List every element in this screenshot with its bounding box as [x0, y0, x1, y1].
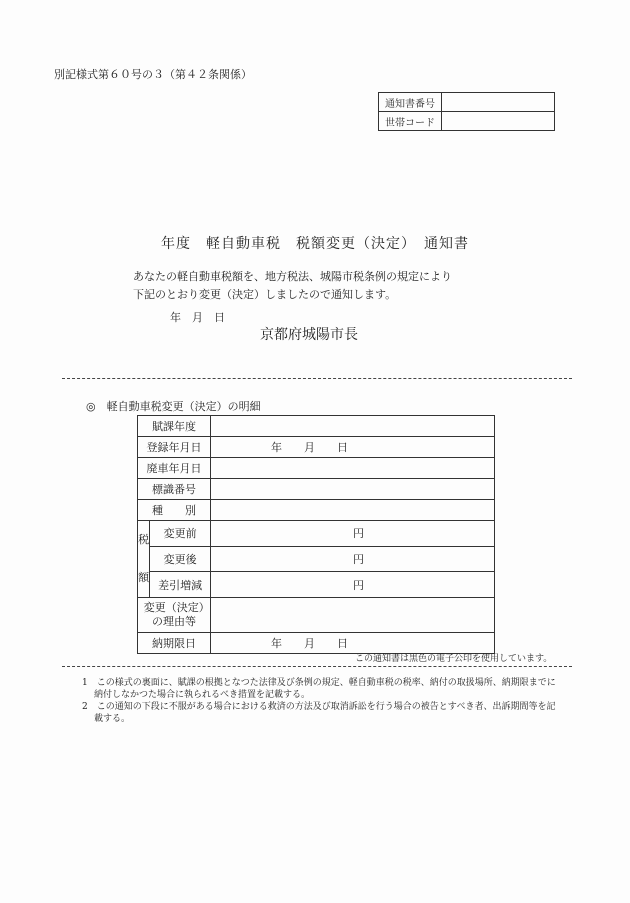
row-value: 年 月 日 [211, 633, 495, 654]
table-row [138, 546, 495, 572]
row-value: 円 [211, 572, 495, 598]
notice-number-label: 通知書番号 [379, 93, 442, 112]
footnote-1: 1 この様式の裏面に、賦課の根拠となつた法律及び条例の規定、軽自動車税の税率、納付の取扱場所、納期限までに納付しなかつた場合に執られるべき措置を記載する。 [82, 678, 556, 700]
row-value: 円 [211, 521, 495, 547]
footnotes [82, 677, 562, 725]
notice-number-value [442, 93, 555, 112]
table-row [138, 416, 495, 437]
issuer-name: 京都府城陽市長 [260, 327, 358, 343]
row-label: 差引増減 [150, 572, 211, 598]
row-label: 納期限日 [138, 633, 211, 654]
row-label: 変更前 [150, 521, 211, 547]
tax-side-bottom: 額 [138, 571, 150, 584]
intro-line-2: 下記のとおり変更（決定）しましたので通知します。 [133, 288, 397, 301]
table-row [138, 598, 495, 633]
table-row [138, 479, 495, 500]
row-label: 種 別 [138, 500, 211, 521]
row-label: 廃車年月日 [138, 458, 211, 479]
tax-amount-side-label [138, 521, 150, 598]
row-value [211, 458, 495, 479]
row-label: 変更（決定）の理由等 [138, 598, 211, 633]
row-value [211, 479, 495, 500]
household-code-value [442, 112, 555, 131]
document-title: 年度 軽自動車税 税額変更（決定） 通知書 [161, 236, 469, 252]
table-row [138, 572, 495, 598]
divider-bottom [62, 666, 572, 667]
tax-side-top: 税 [138, 533, 150, 546]
reference-table [378, 92, 555, 131]
footnote-2: 2 この通知の下段に不服がある場合における救済の方法及び取消訴訟を行う場合の被告とすべき者、出訴期間等を記載する。 [82, 702, 556, 724]
row-label: 標識番号 [138, 479, 211, 500]
row-value: 年 月 日 [211, 437, 495, 458]
row-label: 賦課年度 [138, 416, 211, 437]
intro-text [133, 268, 452, 304]
table-row [138, 458, 495, 479]
row-label: 登録年月日 [138, 437, 211, 458]
table-row [138, 437, 495, 458]
form-reference: 別記様式第６０号の３（第４２条関係） [54, 68, 252, 81]
row-value [211, 500, 495, 521]
household-code-label: 世帯コード [379, 112, 442, 131]
section-title: ◎ 軽自動車税変更（決定）の明細 [86, 400, 261, 413]
table-row [138, 500, 495, 521]
seal-note: この通知書は黒色の電子公印を使用しています。 [355, 654, 553, 664]
detail-table [137, 415, 495, 654]
intro-line-1: あなたの軽自動車税額を、地方税法、城陽市税条例の規定により [133, 270, 452, 283]
issue-date: 年 月 日 [170, 311, 225, 324]
divider-top [62, 378, 572, 379]
row-value: 円 [211, 546, 495, 572]
row-value [211, 416, 495, 437]
row-value [211, 598, 495, 633]
row-label: 変更後 [150, 546, 211, 572]
table-row [138, 521, 495, 547]
